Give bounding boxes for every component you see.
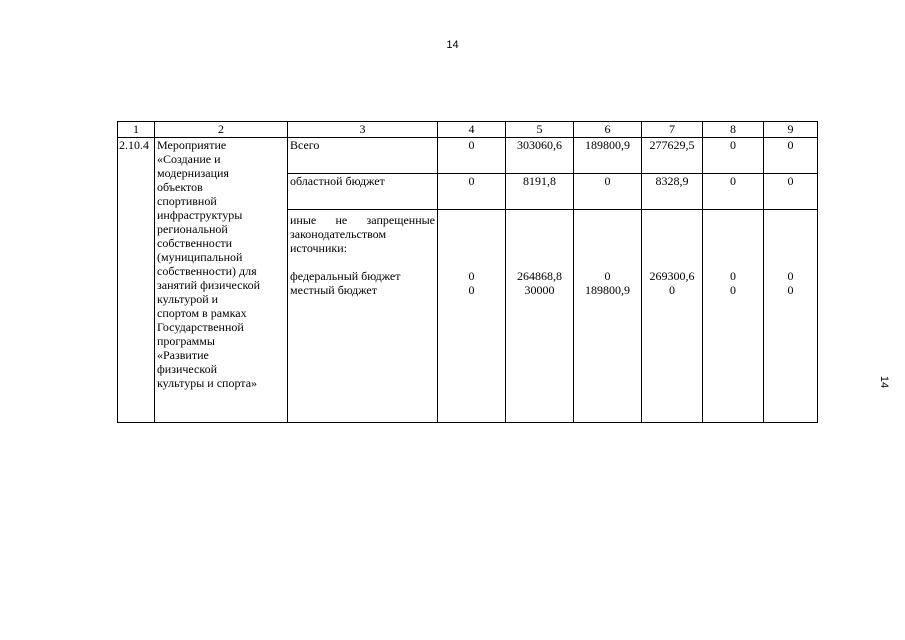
event-name-line: собственности	[157, 236, 233, 250]
event-name-line: (муниципальной	[157, 250, 243, 264]
federal-value: 0	[787, 269, 794, 284]
value-cell: 0	[574, 174, 642, 210]
source-cell: областной бюджет	[288, 174, 438, 210]
table-header-row	[118, 122, 818, 138]
value-cell: 0	[438, 138, 506, 174]
other-sources-line: иные не запрещенные	[290, 213, 435, 228]
event-name-line: программы	[157, 334, 215, 348]
page-number-top: 14	[446, 39, 459, 51]
table-row	[118, 138, 818, 174]
header-cell: 1	[118, 122, 155, 138]
event-name-line: «Создание и	[157, 152, 221, 166]
event-name-line: модернизация	[157, 166, 229, 180]
local-value: 30000	[524, 283, 555, 298]
event-name-line: спортом в рамках	[157, 306, 247, 320]
value-cell	[764, 210, 818, 423]
value-cell: 8191,8	[506, 174, 574, 210]
value-cell	[438, 210, 506, 423]
federal-value: 0	[468, 269, 475, 284]
local-value: 0	[468, 283, 475, 298]
event-name-cell	[155, 138, 288, 423]
value-cell	[703, 210, 764, 423]
header-cell: 8	[703, 122, 764, 138]
page-number-side: 14	[878, 375, 890, 389]
header-cell: 5	[506, 122, 574, 138]
event-name-line: Мероприятие	[157, 138, 227, 152]
value-cell	[642, 210, 703, 423]
header-cell: 7	[642, 122, 703, 138]
value-cell: 189800,9	[574, 138, 642, 174]
header-cell: 3	[288, 122, 438, 138]
budget-table	[117, 121, 818, 423]
local-value: 0	[730, 283, 736, 298]
event-name-line: региональной	[157, 222, 228, 236]
federal-value: 264868,8	[517, 269, 562, 284]
event-name-line: собственности) для	[157, 264, 257, 278]
source-cell: Всего	[288, 138, 438, 174]
local-budget-label: местный бюджет	[290, 283, 377, 298]
value-cell: 0	[438, 174, 506, 210]
value-cell: 0	[764, 138, 818, 174]
value-cell: 303060,6	[506, 138, 574, 174]
local-value: 0	[669, 283, 675, 298]
event-name-line: физической	[157, 362, 217, 376]
row-id-cell: 2.10.4	[118, 138, 155, 423]
value-cell	[574, 210, 642, 423]
event-name-line: спортивной	[157, 194, 217, 208]
event-name-line: «Развитие	[157, 348, 209, 362]
value-cell: 0	[764, 174, 818, 210]
value-cell: 277629,5	[642, 138, 703, 174]
event-name-line: Государственной	[157, 320, 244, 334]
event-name-line: объектов	[157, 180, 203, 194]
header-cell: 6	[574, 122, 642, 138]
local-value: 189800,9	[585, 283, 630, 298]
value-cell: 8328,9	[642, 174, 703, 210]
value-cell: 0	[703, 174, 764, 210]
federal-value: 269300,6	[649, 269, 695, 284]
federal-budget-label: федеральный бюджет	[290, 269, 401, 284]
header-cell: 2	[155, 122, 288, 138]
local-value: 0	[787, 283, 794, 298]
value-cell	[506, 210, 574, 423]
header-cell: 9	[764, 122, 818, 138]
header-cell: 4	[438, 122, 506, 138]
event-name-line: занятий физической	[157, 278, 261, 292]
event-name-line: инфраструктуры	[157, 208, 243, 222]
federal-value: 0	[604, 269, 611, 284]
event-name-line: культурой и	[157, 292, 219, 306]
event-name-line: культуры и спорта»	[157, 376, 258, 390]
source-cell-multi	[288, 210, 438, 423]
other-sources-line: источники:	[290, 241, 347, 256]
federal-value: 0	[730, 269, 736, 284]
value-cell: 0	[703, 138, 764, 174]
other-sources-line: законодательством	[290, 227, 387, 242]
